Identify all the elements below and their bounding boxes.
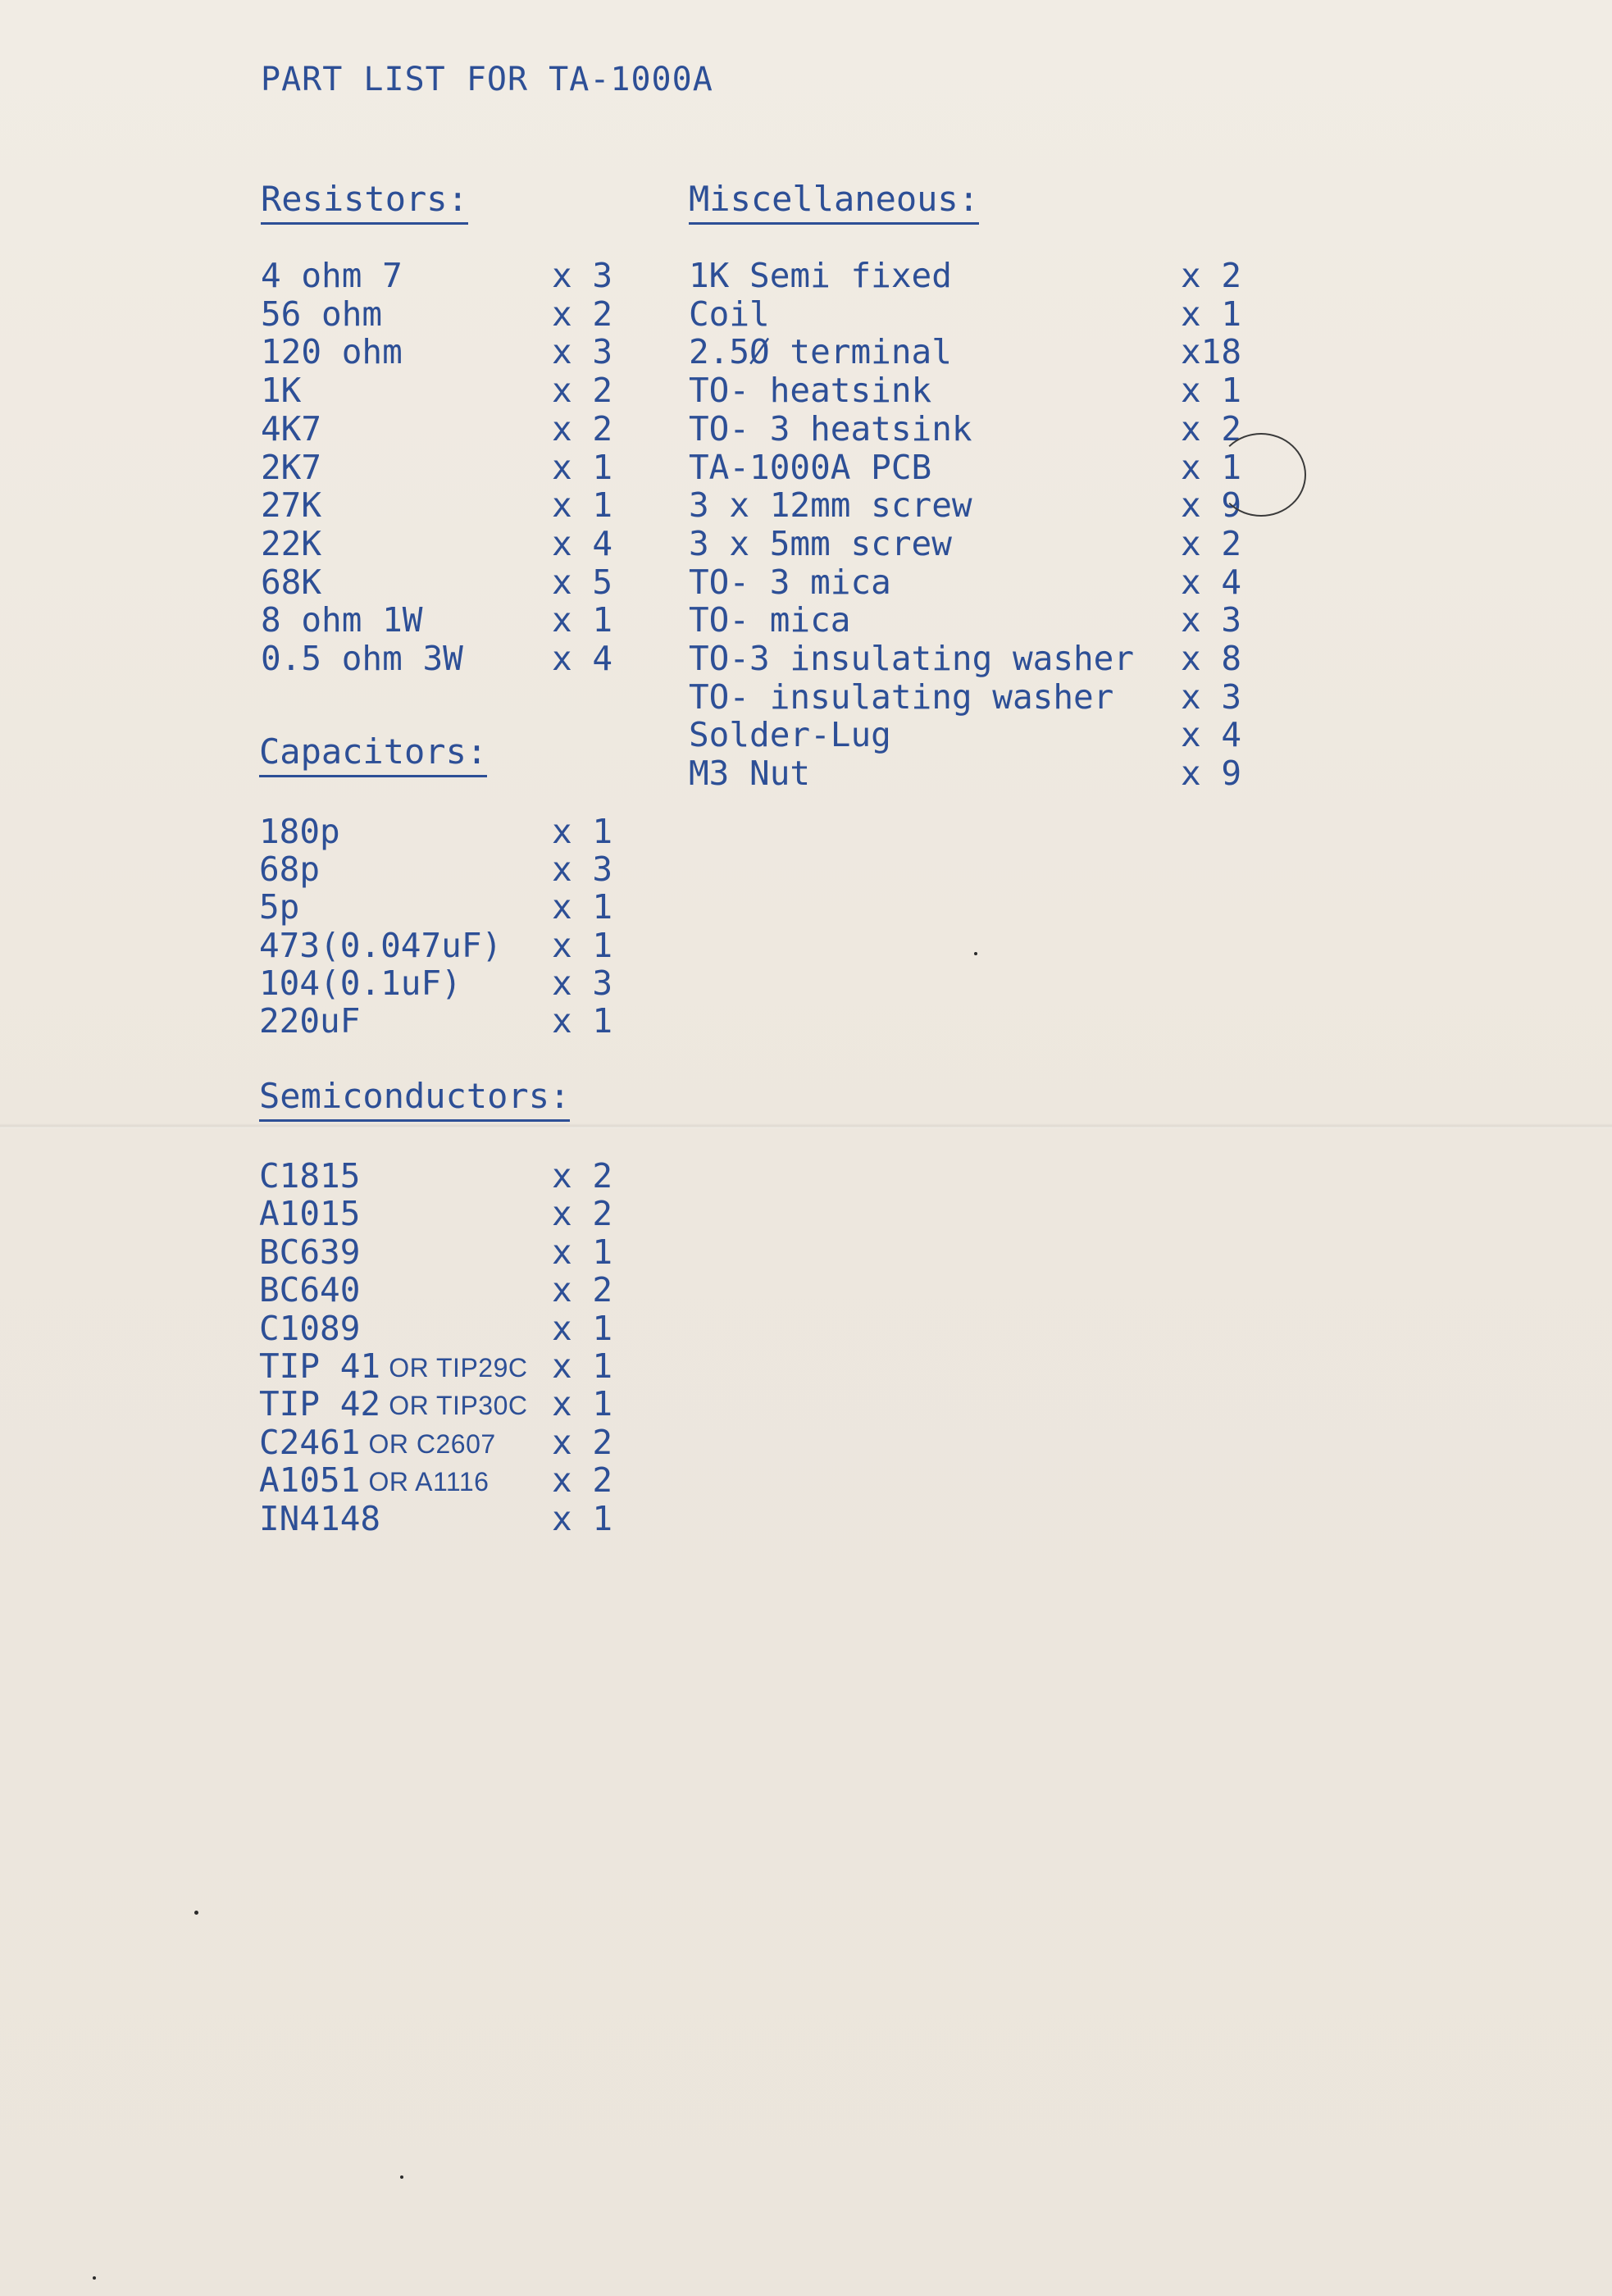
part-quantity: x 1 [1181, 371, 1242, 411]
part-quantity: x 1 [552, 1346, 613, 1386]
part-name: 2.5Ø terminal [689, 332, 952, 372]
part-quantity: x 8 [1181, 639, 1242, 678]
part-name: Coil [689, 294, 770, 334]
part-quantity: x 4 [1181, 715, 1242, 755]
part-quantity: x 2 [1181, 523, 1242, 563]
part-quantity: x 3 [552, 850, 613, 890]
part-quantity: x 2 [552, 1156, 613, 1196]
part-name: 1K [261, 371, 302, 411]
part-name: Solder-Lug [689, 715, 891, 755]
part-quantity: x 2 [1181, 256, 1242, 295]
part-quantity: x 1 [552, 1308, 613, 1348]
part-name: TA-1000A PCB [689, 447, 932, 487]
part-name: A1015 [259, 1194, 361, 1234]
part-name: 4K7 [261, 408, 322, 449]
part-name: IN4148 [259, 1498, 381, 1538]
part-name: C2461 [259, 1422, 361, 1462]
part-name: 3 x 12mm screw [689, 485, 972, 526]
part-name: TIP 42 [259, 1384, 381, 1424]
part-quantity: x 3 [1181, 600, 1242, 640]
part-name: 3 x 5mm screw [689, 523, 952, 563]
part-name: 120 ohm [261, 332, 403, 372]
part-name: 473(0.047uF) [259, 925, 503, 965]
capacitors-heading: Capacitors: [259, 731, 487, 777]
part-name: BC640 [259, 1270, 361, 1310]
ink-speck [194, 1911, 198, 1915]
semiconductors-heading: Semiconductors: [259, 1076, 570, 1122]
part-name: 1K Semi fixed [689, 256, 952, 295]
ink-speck [400, 2175, 403, 2179]
part-quantity: x 1 [552, 600, 613, 640]
part-name: TO- 3 heatsink [689, 408, 972, 449]
part-quantity: x 2 [552, 1194, 613, 1234]
part-name: 27K [261, 485, 322, 526]
part-alternative: OR A1116 [368, 1467, 490, 1497]
part-quantity: x 2 [552, 1270, 613, 1310]
part-alternative: OR C2607 [368, 1428, 496, 1459]
part-quantity: x 1 [552, 447, 613, 487]
part-quantity: x 1 [1181, 294, 1242, 334]
part-quantity: x 1 [552, 485, 613, 526]
ink-speck [974, 952, 977, 955]
part-name: A1051 [259, 1460, 361, 1501]
part-quantity: x18 [1181, 332, 1242, 372]
part-quantity: x 5 [552, 562, 613, 602]
part-quantity: x 1 [552, 812, 613, 851]
part-name: TO- insulating washer [689, 676, 1114, 717]
part-quantity: x 2 [1181, 408, 1242, 449]
part-quantity: x 3 [1181, 676, 1242, 717]
part-quantity: x 4 [552, 639, 613, 678]
part-quantity: x 1 [552, 1232, 613, 1272]
part-quantity: x 2 [552, 1460, 613, 1501]
part-name: TO- 3 mica [689, 562, 891, 602]
part-quantity: x 1 [552, 925, 613, 965]
paper-fold-line [0, 1123, 1612, 1128]
ink-speck [93, 2276, 96, 2280]
part-name: C1815 [259, 1156, 361, 1196]
part-quantity: x 4 [552, 523, 613, 563]
part-name: 180p [259, 812, 340, 851]
part-quantity: x 1 [552, 1498, 613, 1538]
part-quantity: x 9 [1181, 754, 1242, 794]
part-quantity: x 2 [552, 1422, 613, 1462]
part-alternative: OR TIP30C [389, 1391, 528, 1421]
part-name: TIP 41 [259, 1346, 381, 1386]
part-name: 68K [261, 562, 322, 602]
pencil-circle-mark [1216, 433, 1306, 517]
part-quantity: x 1 [552, 887, 613, 927]
part-name: TO-3 insulating washer [689, 639, 1135, 678]
part-quantity: x 3 [552, 963, 613, 1003]
part-quantity: x 4 [1181, 562, 1242, 602]
miscellaneous-heading: Miscellaneous: [689, 179, 979, 225]
part-quantity: x 3 [552, 332, 613, 372]
part-name: 4 ohm 7 [261, 256, 403, 295]
part-quantity: x 1 [1181, 447, 1242, 487]
part-name: 104(0.1uF) [259, 963, 462, 1003]
part-name: TO- heatsink [689, 371, 932, 411]
part-name: 220uF [259, 1001, 361, 1041]
part-quantity: x 1 [552, 1384, 613, 1424]
part-quantity: x 3 [552, 256, 613, 295]
part-quantity: x 2 [552, 294, 613, 334]
part-name: M3 Nut [689, 754, 811, 794]
part-name: 2K7 [261, 447, 322, 487]
part-name: 68p [259, 850, 321, 890]
part-quantity: x 2 [552, 408, 613, 449]
part-quantity: x 2 [552, 371, 613, 411]
part-name: TO- mica [689, 600, 851, 640]
part-quantity: x 9 [1181, 485, 1242, 526]
part-quantity: x 1 [552, 1001, 613, 1041]
part-name: 56 ohm [261, 294, 383, 334]
part-name: C1089 [259, 1308, 361, 1348]
part-name: BC639 [259, 1232, 361, 1272]
part-name: 22K [261, 523, 322, 563]
part-name: 5p [259, 887, 300, 927]
document-title: PART LIST FOR TA-1000A [261, 61, 713, 98]
part-alternative: OR TIP29C [389, 1353, 528, 1383]
part-name: 8 ohm 1W [261, 600, 423, 640]
resistors-heading: Resistors: [261, 179, 468, 225]
part-name: 0.5 ohm 3W [261, 639, 463, 678]
